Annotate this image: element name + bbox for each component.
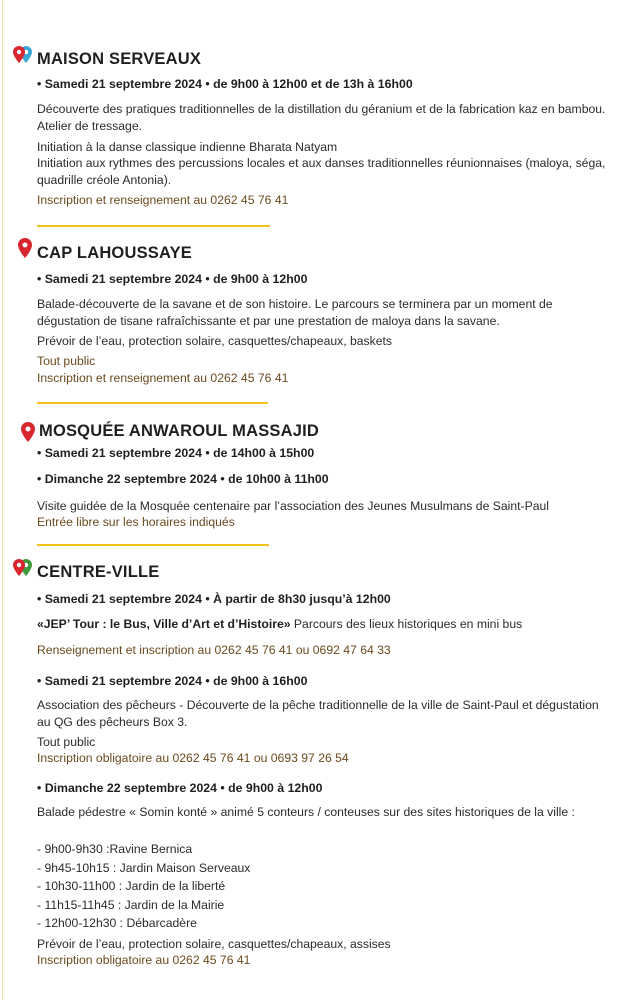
event-date: • Dimanche 22 septembre 2024 • de 9h00 à 12h00 <box>37 781 323 795</box>
itinerary-step: - 12h00-12h30 : Débarcadère <box>37 916 197 930</box>
contact-info: Inscription obligatoire au 0262 45 76 41 ou 0693 97 26 54 <box>37 751 349 765</box>
event-name: «JEP’ Tour : le Bus, Ville d’Art et d’Histoire» <box>37 617 291 631</box>
event-detail: Initiation à la danse classique indienne Bharata Natyam <box>37 140 338 154</box>
event-description: Découverte des pratiques traditionnelles de la distillation du géranium et de la fabrication kaz en bambou. Atelier de tressage. <box>37 102 606 133</box>
event-description-text: Parcours des lieux historiques en mini bus <box>290 617 523 631</box>
event-detail: Initiation aux rythmes des percussions locales et aux danses traditionnelles réunionnaises (maloya, séga, quadrille créole Antonia). <box>37 156 606 187</box>
event-date: • Samedi 21 septembre 2024 • de 14h00 à 15h00 <box>37 446 315 460</box>
itinerary-step: - 9h45-10h15 : Jardin Maison Serveaux <box>37 861 251 875</box>
contact-info: Renseignement et inscription au 0262 45 76 41 ou 0692 47 64 33 <box>37 643 391 657</box>
location-pin-icon <box>11 557 35 581</box>
event-detail: Prévoir de l’eau, protection solaire, casquettes/chapeaux, assises <box>37 937 391 951</box>
event-description: Association des pêcheurs - Découverte de la pêche traditionnelle de la ville de Saint-Paul et dégustation au QG des pêcheurs Box 3. <box>37 698 599 729</box>
contact-info: Entrée libre sur les horaires indiqués <box>37 515 235 529</box>
event-detail: Prévoir de l’eau, protection solaire, casquettes/chapeaux, baskets <box>37 334 392 348</box>
section-title-centre-ville: CENTRE-VILLE <box>37 563 160 581</box>
event-date: • Samedi 21 septembre 2024 • À partir de 8h30 jusqu’à 12h00 <box>37 592 391 606</box>
contact-info: Inscription et renseignement au 0262 45 76 41 <box>37 371 289 385</box>
event-description: Visite guidée de la Mosquée centenaire par l’association des Jeunes Musulmans de Saint-Paul <box>37 499 549 513</box>
audience: Tout public <box>37 735 96 749</box>
itinerary-step: - 10h30-11h00 : Jardin de la liberté <box>37 879 226 893</box>
contact-info: Inscription obligatoire au 0262 45 76 41 <box>37 953 251 967</box>
section-title-cap-lahoussaye: CAP LAHOUSSAYE <box>37 244 193 262</box>
event-date: • Samedi 21 septembre 2024 • de 9h00 à 12h00 <box>37 272 308 286</box>
itinerary-step: - 9h00-9h30 :Ravine Bernica <box>37 842 193 856</box>
section-divider <box>37 225 270 227</box>
section-divider <box>37 544 269 546</box>
audience: Tout public <box>37 354 96 368</box>
event-date: • Samedi 21 septembre 2024 • de 9h00 à 16h00 <box>37 674 308 688</box>
section-title-mosquee: MOSQUÉE ANWAROUL MASSAJID <box>39 422 320 440</box>
event-date: • Samedi 21 septembre 2024 • de 9h00 à 12h00 et de 13h à 16h00 <box>37 77 413 91</box>
location-pin-icon <box>16 237 34 261</box>
location-pin-icon <box>19 421 37 445</box>
location-pin-icon <box>11 44 35 68</box>
left-margin-rule <box>2 0 3 1000</box>
section-title-maison-serveaux: MAISON SERVEAUX <box>37 50 202 68</box>
event-date: • Dimanche 22 septembre 2024 • de 10h00 à 11h00 <box>37 472 329 486</box>
event-description: Balade-découverte de la savane et de son histoire. Le parcours se terminera par un moment de dégustation de tisane rafraîchissante et par une prestation de maloya dans la savane. <box>37 297 553 328</box>
contact-info: Inscription et renseignement au 0262 45 76 41 <box>37 193 289 207</box>
event-description: Balade pédestre « Somin konté » animé 5 conteurs / conteuses sur des sites historiques de la ville : <box>37 805 575 819</box>
section-divider <box>37 402 268 404</box>
event-description <box>37 616 609 633</box>
itinerary-step: - 11h15-11h45 : Jardin de la Mairie <box>37 898 225 912</box>
